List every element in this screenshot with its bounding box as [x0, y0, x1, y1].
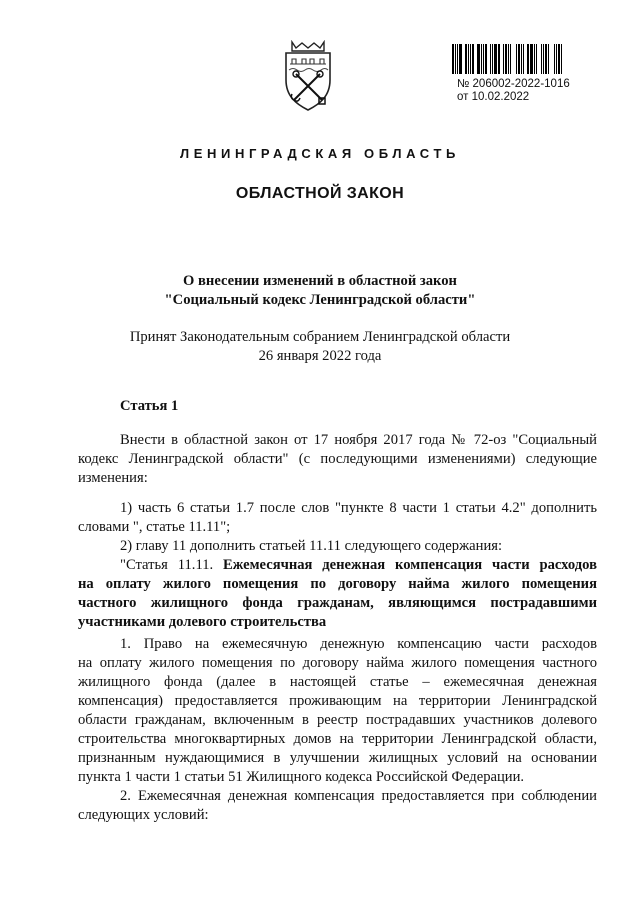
amendment-item-2 [78, 537, 597, 556]
barcode-bar [468, 44, 469, 74]
law-title-line: "Социальный кодекс Ленинградской области" [164, 292, 476, 308]
law-title-line: О внесении изменений в областной закон [183, 273, 457, 289]
text-line: 1. Право на ежемесячную денежную компенсацию части расходов [120, 636, 597, 652]
new-article-title-text: Ежемесячная денежная компенсация части расходов [223, 557, 597, 573]
barcode-bar [503, 44, 504, 74]
text-line: 2. Ежемесячная денежная компенсация предоставляется при соблюдении [120, 788, 597, 804]
barcode-bar [490, 44, 491, 74]
barcode-bar [512, 44, 515, 74]
barcode-bar [534, 44, 535, 74]
barcode-bar [554, 44, 555, 74]
barcode-bar [457, 44, 458, 74]
barcode-bar [485, 44, 487, 74]
text-line: следующих условий: [78, 807, 209, 823]
text-line: 2) главу 11 дополнить статьей 11.11 следующего содержания: [120, 538, 503, 554]
article-intro [78, 431, 597, 488]
barcode-bar [548, 44, 549, 74]
barcode-bar [501, 44, 502, 74]
barcode-bar [523, 44, 524, 74]
barcode-bar [481, 44, 482, 74]
barcode-bar [541, 44, 542, 74]
barcode-bar [518, 44, 520, 74]
barcode-bar [492, 44, 493, 74]
barcode-bar [505, 44, 507, 74]
barcode-bar [527, 44, 529, 74]
adoption-body: Принят Законодательным собранием Ленинградской области [129, 329, 511, 345]
barcode-bar [508, 44, 509, 74]
barcode-bar [556, 44, 557, 74]
barcode-bar [459, 44, 462, 74]
barcode-bar [472, 44, 474, 74]
barcode-bar [530, 44, 533, 74]
region-heading: ЛЕНИНГРАДСКАЯ ОБЛАСТЬ [180, 146, 460, 161]
barcode-bar [536, 44, 537, 74]
text-line: на оплату жилого помещения по договору найма жилого помещения частного [78, 655, 597, 671]
barcode [452, 44, 578, 74]
amendment-item-1 [78, 499, 597, 537]
text-line: Внести в областной закон от 17 ноября 2017 года № 72-оз "Социальный [120, 432, 597, 448]
article-heading: Статья 1 [120, 398, 179, 414]
barcode-bar [543, 44, 544, 74]
registration-date: от 10.02.2022 [457, 91, 530, 103]
barcode-bar [475, 44, 476, 74]
adoption-note [90, 328, 550, 366]
barcode-bar [516, 44, 517, 74]
barcode-bar [494, 44, 497, 74]
adoption-date: 26 января 2022 года [258, 348, 382, 364]
new-article-title [78, 556, 597, 632]
barcode-bar [463, 44, 464, 74]
barcode-bar [561, 44, 562, 74]
text-line: жилищного фонда (далее в настоящей статье – ежемесячная денежная [78, 674, 597, 690]
barcode-bar [550, 44, 553, 74]
text-line: области гражданам, включенным в реестр пострадавших участников долевого [78, 712, 597, 728]
barcode-bar [477, 44, 480, 74]
law-title [110, 272, 530, 310]
registration-number: № 206002-2022-1016 [457, 78, 570, 90]
text-line [78, 556, 597, 575]
text-line: участниками долевого строительства [78, 614, 327, 630]
text-line: на оплату жилого помещения по договору найма жилого помещения [78, 576, 597, 592]
registration-info [457, 78, 570, 104]
barcode-bar [488, 44, 489, 74]
text-line: кодекс Ленинградской области" (с последующими изменениями) следующие [78, 451, 597, 467]
point-2 [78, 787, 597, 825]
text-line: пункта 1 части 1 статьи 51 Жилищного кодекса Российской Федерации. [78, 769, 525, 785]
barcode-bar [465, 44, 467, 74]
text-line: 1) часть 6 статьи 1.7 после слов "пункте 8 части 1 статьи 4.2" дополнить [120, 500, 597, 516]
law-type-heading: ОБЛАСТНОЙ ЗАКОН [235, 185, 405, 202]
point-1 [78, 635, 597, 787]
coat-of-arms-icon [278, 40, 338, 112]
barcode-bar [498, 44, 500, 74]
barcode-bar [558, 44, 560, 74]
barcode-bar [538, 44, 540, 74]
text-line: словами ", статье 11.11"; [78, 519, 231, 535]
text-line: изменения: [78, 470, 148, 486]
barcode-bar [483, 44, 484, 74]
text-line: признанным нуждающимися в улучшении жилищных условий на основании [78, 750, 597, 766]
barcode-bar [470, 44, 471, 74]
barcode-bar [510, 44, 511, 74]
barcode-bar [545, 44, 547, 74]
barcode-bar [525, 44, 526, 74]
text-line: частного жилищного фонда гражданам, являющимся пострадавшими [78, 595, 597, 611]
text-line: компенсация) предоставляется проживающим на территории Ленинградской [78, 693, 597, 709]
new-article-prefix: "Статья 11.11. [120, 557, 224, 573]
barcode-bar [452, 44, 454, 74]
barcode-bar [455, 44, 456, 74]
barcode-bar [521, 44, 522, 74]
text-line: строительства многоквартирных домов на территории Ленинградской области, [78, 731, 597, 747]
